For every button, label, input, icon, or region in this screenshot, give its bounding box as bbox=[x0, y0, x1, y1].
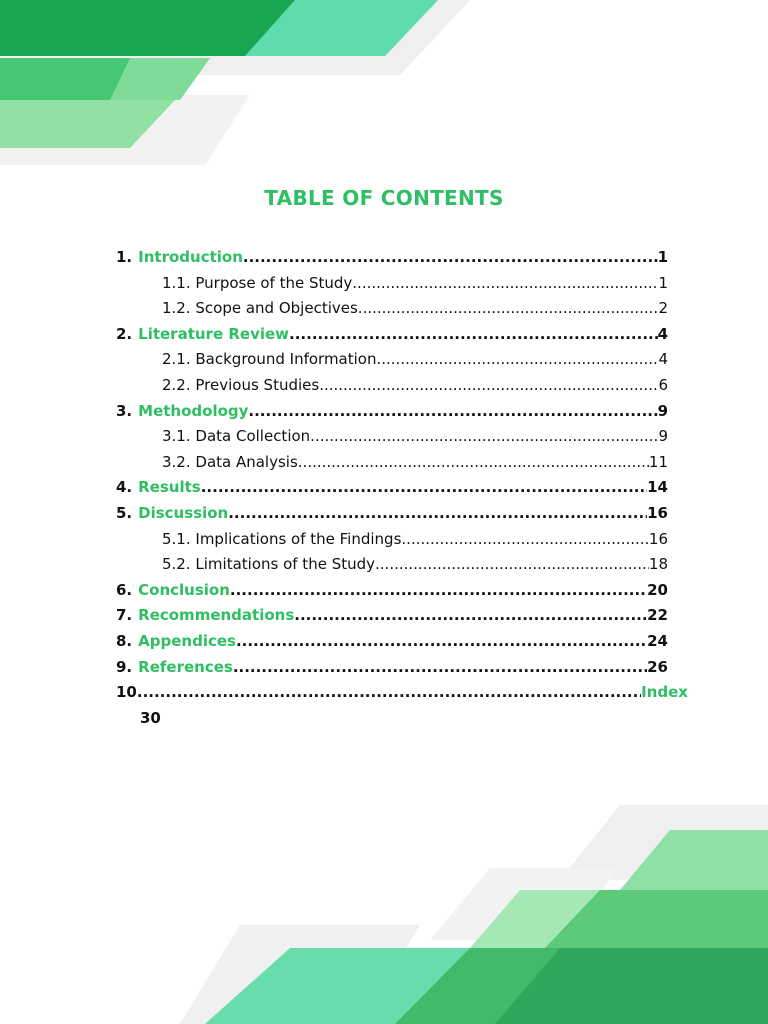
toc-section-row[interactable] bbox=[116, 628, 668, 654]
bottom-pale-band bbox=[470, 890, 600, 948]
top-light-band bbox=[0, 0, 438, 56]
top-shadow-band bbox=[0, 0, 470, 75]
toc-section-title: Methodology bbox=[138, 401, 249, 420]
toc-section-title: Appendices bbox=[138, 632, 236, 650]
bottom-green-band bbox=[395, 948, 768, 1024]
toc-leader-dots bbox=[236, 628, 647, 654]
toc-section-title: Recommendations bbox=[138, 606, 295, 625]
toc-subsection-title: 3.1. Data Collection bbox=[162, 427, 311, 446]
toc-leader-dots bbox=[243, 244, 658, 270]
toc-section-number: 1. bbox=[116, 248, 133, 266]
toc-page-number: 4 bbox=[658, 350, 668, 369]
toc-section-row[interactable] bbox=[116, 398, 668, 424]
toc-page-number: 30 bbox=[140, 709, 161, 728]
toc-section-title: Index bbox=[641, 683, 688, 702]
top-shadow-band-2 bbox=[0, 95, 250, 165]
toc-leader-dots bbox=[230, 577, 647, 603]
toc-leader-dots bbox=[319, 372, 658, 398]
toc-leader-dots bbox=[358, 295, 659, 321]
toc-page-number: 18 bbox=[648, 555, 668, 574]
toc-section-number: 6. bbox=[116, 580, 133, 599]
toc-leader-dots bbox=[143, 679, 642, 705]
toc-section-row[interactable] bbox=[116, 321, 668, 347]
toc-section-row[interactable] bbox=[116, 679, 688, 705]
toc-page-number: 9 bbox=[658, 427, 668, 446]
toc-subsection-row[interactable] bbox=[162, 372, 668, 398]
toc-subsection-row[interactable] bbox=[162, 423, 668, 449]
toc-section-row[interactable] bbox=[116, 602, 668, 628]
toc-leader-dots bbox=[310, 423, 658, 449]
toc-section-number: 10. bbox=[116, 683, 143, 702]
toc-section-row[interactable] bbox=[116, 500, 668, 526]
toc-page-number: 24 bbox=[647, 632, 668, 650]
toc-leader-dots bbox=[376, 346, 658, 372]
toc-page-number: 20 bbox=[647, 580, 668, 599]
top-fade-band bbox=[110, 58, 210, 100]
toc-leader-dots bbox=[289, 321, 658, 347]
toc-section-number: 5. bbox=[116, 504, 133, 522]
toc-page-number: 4 bbox=[657, 324, 668, 343]
toc-page-number: 14 bbox=[647, 478, 668, 497]
toc-page-number: 9 bbox=[657, 401, 668, 420]
toc-subsection-title: 2.1. Background Information bbox=[162, 350, 377, 369]
toc-subsection-row[interactable] bbox=[162, 295, 668, 321]
toc-leader-dots bbox=[233, 654, 647, 680]
toc-leader-dots bbox=[375, 551, 649, 577]
toc-section-title: Results bbox=[138, 478, 201, 497]
toc-page-number: 1 bbox=[658, 273, 668, 292]
bottom-shadow-band bbox=[560, 805, 768, 880]
top-mid-band bbox=[0, 58, 210, 100]
toc-section-row[interactable] bbox=[116, 654, 668, 680]
bottom-mid-band bbox=[495, 890, 768, 948]
toc-subsection-title: 1.2. Scope and Objectives bbox=[162, 299, 358, 318]
bottom-teal-band bbox=[205, 948, 768, 1024]
toc-subsection-row[interactable] bbox=[162, 346, 668, 372]
bottom-light-band bbox=[620, 830, 768, 890]
toc-leader-dots bbox=[228, 500, 647, 526]
toc-subsection-title: 5.2. Limitations of the Study bbox=[162, 555, 376, 574]
toc-subsection-title: 2.2. Previous Studies bbox=[162, 376, 320, 394]
toc-section-number: 3. bbox=[116, 401, 133, 420]
toc-subsection-title: 3.2. Data Analysis bbox=[162, 452, 298, 471]
bottom-dark-band bbox=[495, 948, 768, 1024]
toc-section-title: Discussion bbox=[138, 504, 229, 522]
toc-section-number: 8. bbox=[116, 632, 133, 650]
toc-subsection-row[interactable] bbox=[162, 551, 668, 577]
toc-page-number: 22 bbox=[647, 606, 668, 625]
toc-section-number: 2. bbox=[116, 324, 133, 343]
toc-leader-dots bbox=[201, 474, 647, 500]
toc-section-row[interactable] bbox=[116, 244, 668, 270]
page-title: TABLE OF CONTENTS bbox=[264, 186, 504, 210]
top-teal-band bbox=[180, 0, 438, 56]
top-pale-band bbox=[0, 100, 175, 148]
bottom-shadow-band-2 bbox=[430, 868, 620, 940]
toc-leader-dots bbox=[352, 270, 658, 296]
toc-subsection-title: 1.1. Purpose of the Study bbox=[162, 273, 353, 292]
top-dark-band bbox=[0, 0, 295, 56]
toc-subsection-title: 5.1. Implications of the Findings bbox=[162, 529, 402, 548]
toc-section-title: Conclusion bbox=[138, 580, 230, 599]
toc-subsection-row[interactable] bbox=[162, 270, 668, 296]
toc-section-title: Literature Review bbox=[138, 324, 290, 343]
toc-page-number: 26 bbox=[647, 657, 668, 676]
toc-section-number: 9. bbox=[116, 657, 133, 676]
toc-section-row[interactable] bbox=[116, 474, 668, 500]
toc-leader-dots bbox=[298, 449, 649, 475]
toc-leader-dots bbox=[248, 398, 657, 424]
toc-page-number: 16 bbox=[647, 504, 668, 522]
toc-subsection-row[interactable] bbox=[162, 449, 668, 475]
toc-leader-dots bbox=[294, 602, 647, 628]
bottom-shadow-band-3 bbox=[180, 925, 420, 1024]
toc-section-title: Introduction bbox=[138, 248, 243, 266]
toc-page-number: 16 bbox=[648, 529, 668, 548]
toc-page-number: 6 bbox=[658, 376, 668, 394]
toc-page-number: 2 bbox=[658, 299, 668, 318]
toc-subsection-row[interactable] bbox=[162, 526, 668, 552]
toc-leader-dots bbox=[401, 526, 649, 552]
toc-section-number: 7. bbox=[116, 606, 133, 625]
toc-page-number: 1 bbox=[657, 248, 668, 266]
toc-section-row[interactable] bbox=[116, 577, 668, 603]
toc-section-number: 4. bbox=[116, 478, 133, 497]
toc-section-title: References bbox=[138, 657, 233, 676]
toc-page-number: 11 bbox=[648, 452, 668, 471]
